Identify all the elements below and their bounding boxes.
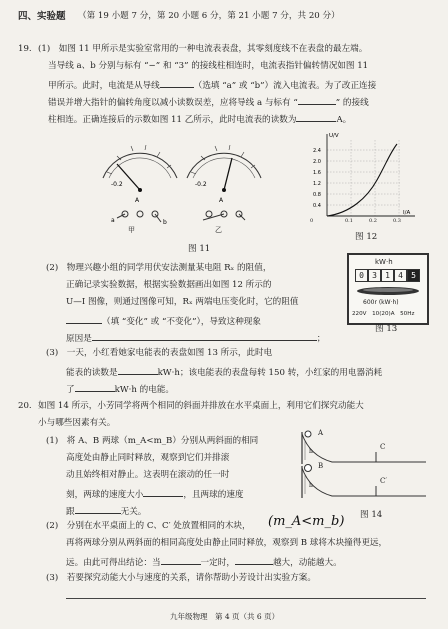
q20-number: 20. (18, 401, 32, 411)
section-title: 四、实验题 (18, 11, 66, 22)
svg-text:-0.2: -0.2 (111, 181, 123, 188)
q20-p1-line4: 刻，两球的速度大小 ，且两球的速度 (66, 487, 244, 501)
q19-p3-line3: 了 kW·h 的电能。 (66, 382, 174, 396)
section-note: （第 19 小题 7 分，第 20 小题 6 分，第 21 小题 7 分，共 20 分） (78, 11, 340, 21)
fig13-revolutions: 600r (kW·h) (363, 299, 399, 306)
q19-p2-line1: (2) 物理兴趣小组的同学用伏安法测量某电阻 Rₓ 的阻值， (46, 263, 272, 273)
q20-line2: 小与哪些因素有关。 (38, 418, 116, 428)
q19-p2-line4: （填 “变化” 或 “不变化”），导致这种现象 (66, 314, 261, 328)
answer-blank (298, 95, 336, 105)
svg-text:-0.2: -0.2 (195, 181, 207, 188)
fig12-xtick: 0.2 (369, 218, 377, 224)
answer-blank (160, 78, 194, 88)
answer-blank (75, 382, 115, 392)
answer-blank (75, 504, 121, 514)
fig13-digit: 3 (368, 269, 381, 282)
q19-p2-line3: U—I 图像，则通过图像可知，Rₓ 两端电压变化时，它的阻值 (66, 297, 299, 307)
fig13-rotor-disc (355, 285, 421, 297)
q19-p1-line1: (1) 如图 11 甲所示是实验室常用的一种电流表表盘，其零刻度线不在表盘的最左端。 (38, 44, 368, 54)
fig12-xlabel: I/A (403, 210, 411, 216)
q20-p3-line1: (3) 若要探究动能大小与速度的关系，请你帮助小芳设计出实验方案。 (46, 573, 316, 583)
fig12-xtick: 0.3 (393, 218, 401, 224)
answer-blank (235, 555, 273, 565)
fig12-ytick: 1.2 (313, 181, 321, 187)
q20-p2-line1: (2) 分别在水平桌面上的 C、C′ 处放置相同的木块， (46, 521, 251, 531)
fig12-ytick: 1.6 (313, 170, 321, 176)
fig13-unit: kW·h (375, 258, 393, 266)
page-footer: 九年级物理 第 4 页（共 6 页） (170, 612, 280, 621)
answer-line (66, 598, 426, 599)
q19-number: 19. (18, 44, 32, 54)
svg-text:a: a (111, 217, 115, 224)
fig14-h1: h (309, 448, 313, 455)
q20-p1-line3: 动且始终相对静止。这表明在滚动的任一时 (66, 470, 230, 480)
q20-p2-line2: 再将两球分别从两斜面的相同高度处由静止同时释放，观察到 B 球将木块撞得更远， (66, 538, 388, 548)
fig12-ytick: 2.4 (313, 148, 321, 154)
fig12-xtick: 0 (310, 218, 314, 224)
q19-p1-line5: 柱相连。正确连接后的示数如图 11 乙所示，此时电流表的读数为 A。 (48, 112, 351, 126)
q20-p1-line1: (1) 将 A、B 两球（m_A<m_B）分别从两斜面的相同 (46, 436, 259, 446)
fig11-yi-label: 乙 (215, 226, 222, 234)
q19-p3-line2: 能表的读数是 kW·h；该电能表的表盘每转 150 转，小红家的用电器消耗 (66, 365, 382, 379)
fig13-spec: 220V 10(20)A 50Hz (352, 311, 415, 317)
q19-p2-line2: 正确记录实验数据，根据实验数据画出如图 12 所示的 (66, 280, 272, 290)
svg-text:A: A (135, 197, 140, 204)
fig14-c: C (380, 443, 386, 451)
fig14-c-prime: C′ (380, 477, 387, 485)
q20-line1: 如图 14 所示，小芳同学将两个相同的斜面并排放在水平桌面上，利用它们探究动能大 (38, 401, 364, 411)
fig11-jia-label: 甲 (128, 226, 135, 234)
fig13-meter (347, 253, 429, 325)
fig12-ui-graph (305, 128, 425, 218)
fig14-ball-b: B (318, 462, 324, 470)
fig12-caption: 图 12 (355, 232, 378, 242)
fig12-ytick: 0.4 (313, 203, 321, 209)
fig12-xtick: 0.1 (345, 218, 353, 224)
fig13-digit: 4 (394, 269, 407, 282)
q20-p1-line5: 跟 无关。 (66, 504, 146, 518)
fig14-caption: 图 14 (360, 510, 383, 520)
answer-blank (92, 331, 317, 341)
q19-p1-line4: 错误并增大指针的偏转角度以减小读数误差，应将导线 a 与标有 “ ” 的接线 (48, 95, 369, 109)
handwritten-note: (m_A<m_b) (268, 514, 345, 529)
fig14-h2: h (309, 482, 313, 489)
answer-blank (161, 555, 201, 565)
svg-text:A: A (219, 197, 224, 204)
q20-p2-line3: 远。由此可得出结论：当 一定时， 越大，动能越大。 (66, 555, 342, 569)
answer-blank (296, 112, 336, 122)
answer-blank (66, 314, 102, 324)
fig12-ytick: 0.8 (313, 192, 321, 198)
fig13-digit-decimal: 5 (407, 269, 420, 282)
answer-blank (143, 487, 183, 497)
q19-p1-line2: 当导线 a、b 分别与标有 “−” 和 “3” 的接线柱相连时，电流表指针偏转情况如图 11 (48, 61, 369, 71)
fig11-caption: 图 11 (188, 244, 211, 254)
q19-p2-line5: 原因是 ； (66, 331, 325, 345)
fig13-caption: 图 13 (375, 324, 398, 334)
answer-blank (118, 365, 158, 375)
fig11-ammeters (95, 128, 270, 228)
q19-p1-line3: 甲所示。此时，电流是从导线 （选填 “a” 或 “b”）流入电流表。为了改正连接 (48, 78, 376, 92)
fig14-inclines (296, 426, 431, 504)
fig12-ylabel: U/V (329, 133, 339, 139)
fig12-ytick: 2.0 (313, 159, 321, 165)
q19-p3-line1: (3) 一天，小红看她家电能表的表盘如图 13 所示，此时电 (46, 348, 273, 358)
fig14-ball-a: A (318, 429, 324, 437)
q20-p1-line2: 高度处由静止同时释放，观察到它们并排滚 (66, 453, 230, 463)
fig13-digit: 1 (381, 269, 394, 282)
fig13-digit: 0 (355, 269, 368, 282)
svg-text:b: b (163, 219, 167, 226)
